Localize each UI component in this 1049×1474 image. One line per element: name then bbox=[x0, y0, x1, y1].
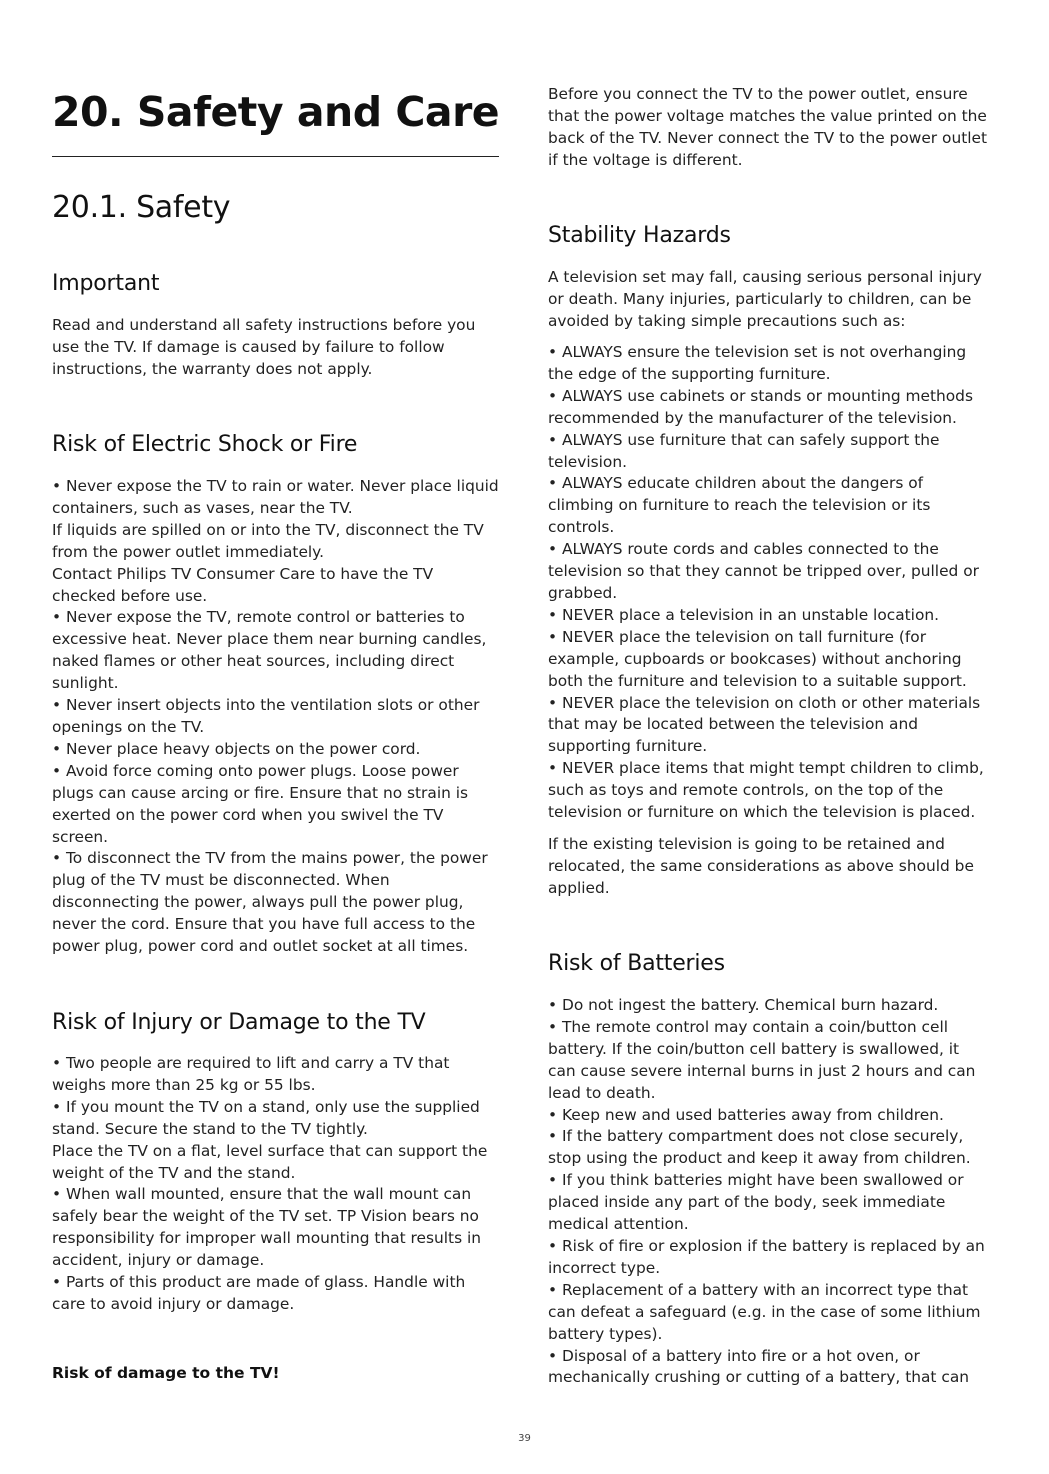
text-line: • Never insert objects into the ventilation slots or other bbox=[52, 696, 480, 715]
text-line: from the power outlet immediately. bbox=[52, 542, 324, 561]
text-line: can cause severe internal burns in just 2 hours and can bbox=[548, 1061, 976, 1080]
stability-list bbox=[548, 342, 998, 824]
electric-shock-text bbox=[52, 476, 502, 958]
text-line: • If the battery compartment does not close securely, bbox=[548, 1127, 964, 1146]
text-line: A television set may fall, causing serious personal injury bbox=[548, 268, 982, 286]
text-line: • Keep new and used batteries away from children. bbox=[548, 1105, 944, 1124]
text-line: grabbed. bbox=[548, 583, 618, 602]
chapter-title: 20. Safety and Care bbox=[52, 88, 500, 136]
text-line: containers, such as vases, near the TV. bbox=[52, 498, 353, 517]
text-line: back of the TV. Never connect the TV to the power outlet bbox=[548, 128, 988, 147]
text-line: • Two people are required to lift and carry a TV that bbox=[52, 1054, 450, 1072]
text-line: the edge of the supporting furniture. bbox=[548, 364, 831, 383]
heading-stability: Stability Hazards bbox=[548, 223, 731, 248]
text-line: stand. Secure the stand to the TV tightly. bbox=[52, 1119, 368, 1138]
stability-intro bbox=[548, 267, 998, 333]
text-line: both the furniture and television to a suitable support. bbox=[548, 671, 967, 690]
text-line: • ALWAYS educate children about the dangers of bbox=[548, 474, 924, 493]
text-line: checked before use. bbox=[52, 586, 208, 605]
text-line: • If you mount the TV on a stand, only use the supplied bbox=[52, 1097, 480, 1116]
text-line: • Parts of this product are made of glass. Handle with bbox=[52, 1273, 466, 1292]
text-line: responsibility for improper wall mounting that results in bbox=[52, 1229, 482, 1248]
text-line: • Never expose the TV to rain or water. Never place liquid bbox=[52, 477, 499, 495]
text-line: screen. bbox=[52, 827, 109, 846]
text-line: instructions, the warranty does not apply. bbox=[52, 359, 373, 378]
text-line: • ALWAYS use furniture that can safely support the bbox=[548, 430, 940, 449]
text-line: • ALWAYS ensure the television set is not overhanging bbox=[548, 343, 967, 361]
text-line: recommended by the manufacturer of the television. bbox=[548, 408, 957, 427]
text-line: • The remote control may contain a coin/button cell bbox=[548, 1017, 948, 1036]
text-line: mechanically crushing or cutting of a battery, that can bbox=[548, 1368, 970, 1387]
text-line: relocated, the same considerations as above should be bbox=[548, 856, 974, 875]
batteries-list bbox=[548, 995, 998, 1389]
text-line: television or furniture on which the television is placed. bbox=[548, 803, 976, 822]
text-line: • Never expose the TV, remote control or batteries to bbox=[52, 608, 465, 627]
title-divider bbox=[52, 156, 499, 157]
text-line: naked flames or other heat sources, including direct bbox=[52, 652, 455, 671]
stability-outro bbox=[548, 834, 998, 900]
text-line: • NEVER place the television on cloth or other materials bbox=[548, 693, 981, 712]
text-line: use the TV. If damage is caused by failure to follow bbox=[52, 337, 445, 356]
text-line: incorrect type. bbox=[548, 1258, 661, 1277]
text-line: weight of the TV and the stand. bbox=[52, 1163, 296, 1182]
text-line: placed inside any part of the body, seek immediate bbox=[548, 1193, 946, 1212]
text-line: power plug, power cord and outlet socket at all times. bbox=[52, 937, 469, 956]
text-line: weighs more than 25 kg or 55 lbs. bbox=[52, 1075, 316, 1094]
text-line: • When wall mounted, ensure that the wall mount can bbox=[52, 1185, 472, 1204]
text-line: applied. bbox=[548, 878, 610, 897]
text-line: If the existing television is going to be retained and bbox=[548, 835, 945, 853]
text-line: • NEVER place items that might tempt children to climb, bbox=[548, 759, 984, 778]
damage-label: Risk of damage to the TV! bbox=[52, 1364, 280, 1382]
heading-electric-shock: Risk of Electric Shock or Fire bbox=[52, 432, 358, 457]
text-line: medical attention. bbox=[548, 1215, 689, 1234]
text-line: safely bear the weight of the TV set. TP Vision bears no bbox=[52, 1207, 479, 1226]
text-line: Contact Philips TV Consumer Care to have the TV bbox=[52, 564, 434, 583]
text-line: example, cupboards or bookcases) without anchoring bbox=[548, 649, 962, 668]
text-line: battery types). bbox=[548, 1324, 663, 1343]
text-line: that the power voltage matches the value printed on the bbox=[548, 106, 987, 125]
text-line: television so that they cannot be tripped over, pulled or bbox=[548, 562, 979, 581]
heading-injury: Risk of Injury or Damage to the TV bbox=[52, 1010, 426, 1035]
text-line: • Never place heavy objects on the power cord. bbox=[52, 739, 421, 758]
text-line: Before you connect the TV to the power outlet, ensure bbox=[548, 85, 968, 103]
text-line: plugs can cause arcing or fire. Ensure that no strain is bbox=[52, 783, 469, 802]
text-line: • Avoid force coming onto power plugs. Loose power bbox=[52, 761, 459, 780]
text-line: never the cord. Ensure that you have full access to the bbox=[52, 915, 476, 934]
text-line: disconnecting the power, always pull the power plug, bbox=[52, 893, 464, 912]
voltage-text bbox=[548, 84, 998, 172]
text-line: or death. Many injuries, particularly to children, can be bbox=[548, 289, 972, 308]
text-line: Read and understand all safety instructions before you bbox=[52, 316, 476, 334]
text-line: exerted on the power cord when you swivel the TV bbox=[52, 805, 444, 824]
text-line: stop using the product and keep it away from children. bbox=[548, 1149, 971, 1168]
text-line: lead to death. bbox=[548, 1083, 656, 1102]
text-line: • Disposal of a battery into fire or a hot oven, or bbox=[548, 1346, 920, 1365]
text-line: • ALWAYS use cabinets or stands or mounting methods bbox=[548, 386, 973, 405]
text-line: avoided by taking simple precautions such as: bbox=[548, 311, 906, 330]
text-line: excessive heat. Never place them near burning candles, bbox=[52, 630, 487, 649]
heading-important: Important bbox=[52, 271, 160, 296]
section-title: 20.1. Safety bbox=[52, 190, 231, 225]
text-line: television. bbox=[548, 452, 627, 471]
heading-batteries: Risk of Batteries bbox=[548, 951, 725, 976]
text-line: • If you think batteries might have been swallowed or bbox=[548, 1171, 964, 1190]
text-line: that may be located between the television and bbox=[548, 715, 918, 734]
text-line: controls. bbox=[548, 518, 615, 537]
text-line: care to avoid injury or damage. bbox=[52, 1294, 295, 1313]
text-line: plug of the TV must be disconnected. When bbox=[52, 871, 390, 890]
text-line: • ALWAYS route cords and cables connected to the bbox=[548, 540, 939, 559]
important-text bbox=[52, 315, 502, 381]
text-line: battery. If the coin/button cell battery is swallowed, it bbox=[548, 1039, 960, 1058]
text-line: if the voltage is different. bbox=[548, 150, 743, 169]
text-line: • Do not ingest the battery. Chemical burn hazard. bbox=[548, 996, 939, 1014]
page-number: 39 bbox=[518, 1433, 531, 1444]
text-line: accident, injury or damage. bbox=[52, 1251, 265, 1270]
text-line: • NEVER place a television in an unstable location. bbox=[548, 605, 940, 624]
text-line: If liquids are spilled on or into the TV, disconnect the TV bbox=[52, 520, 484, 539]
text-line: can defeat a safeguard (e.g. in the case of some lithium bbox=[548, 1302, 981, 1321]
text-line: Place the TV on a flat, level surface that can support the bbox=[52, 1141, 488, 1160]
text-line: openings on the TV. bbox=[52, 717, 205, 736]
text-line: climbing on furniture to reach the television or its bbox=[548, 496, 931, 515]
text-line: • Risk of fire or explosion if the battery is replaced by an bbox=[548, 1236, 985, 1255]
text-line: such as toys and remote controls, on the top of the bbox=[548, 781, 944, 800]
text-line: sunlight. bbox=[52, 674, 119, 693]
text-line: • To disconnect the TV from the mains power, the power bbox=[52, 849, 488, 868]
text-line: • NEVER place the television on tall furniture (for bbox=[548, 627, 927, 646]
text-line: • Replacement of a battery with an incorrect type that bbox=[548, 1280, 969, 1299]
injury-text bbox=[52, 1053, 502, 1316]
text-line: supporting furniture. bbox=[548, 737, 708, 756]
